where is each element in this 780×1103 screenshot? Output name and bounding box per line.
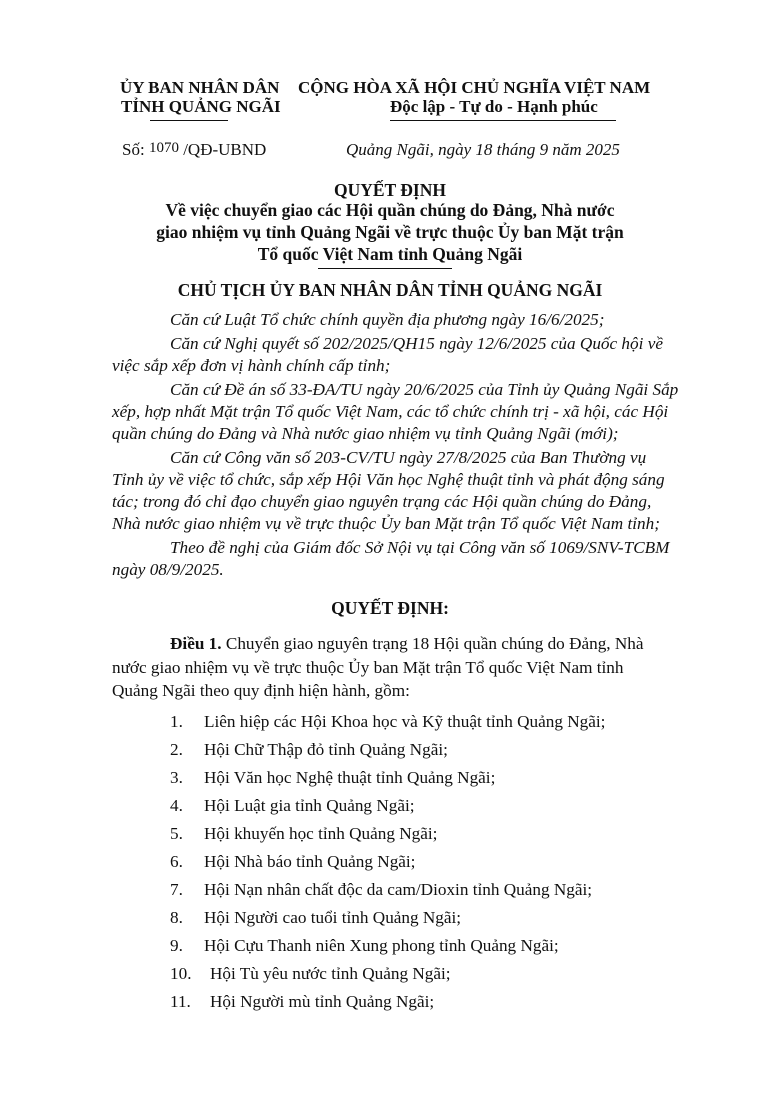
date-month: 9: [539, 140, 549, 159]
basis-2-line1: Căn cứ Nghị quyết số 202/2025/QH15 ngày 12/6/2025 của Quốc hội về: [170, 334, 663, 353]
basis-5-line1: Theo đề nghị của Giám đốc Sở Nội vụ tại Công văn số 1069/SNV-TCBM: [170, 538, 670, 557]
article-1-line1: Điều 1. Chuyển giao nguyên trạng 18 Hội quần chúng do Đảng, Nhà: [170, 634, 644, 653]
subject-line3: Tổ quốc Việt Nam tỉnh Quảng Ngãi: [257, 244, 523, 264]
motto-underline: [390, 120, 616, 121]
basis-4-line3: tác; trong đó chỉ đạo chuyển giao nguyên trạng các Hội quần chúng do Đảng,: [112, 492, 652, 511]
basis-4-line4: Nhà nước giao nhiệm vụ về trực thuộc Ủy ban Mặt trận Tổ quốc Việt Nam tỉnh;: [112, 514, 660, 533]
article-1-line2: nước giao nhiệm vụ về trực thuộc Ủy ban Mặt trận Tổ quốc Việt Nam tỉnh: [112, 658, 624, 677]
title-underline: [318, 268, 452, 269]
subject-line2: giao nhiệm vụ tỉnh Quảng Ngãi về trực thuộc Ủy ban Mặt trận: [156, 222, 624, 242]
basis-3-line3: quần chúng do Đảng và Nhà nước giao nhiệm vụ tỉnh Quảng Ngãi (mới);: [112, 424, 619, 443]
basis-1: Căn cứ Luật Tổ chức chính quyền địa phương ngày 16/6/2025;: [170, 310, 605, 329]
issuer-line1: ỦY BAN NHÂN DÂN: [120, 78, 280, 97]
subject-line1: Về việc chuyển giao các Hội quần chúng do Đảng, Nhà nước: [165, 200, 615, 220]
date-day: 18: [475, 140, 493, 159]
issuer-underline: [150, 120, 228, 121]
article-1-line3: Quảng Ngãi theo quy định hiện hành, gồm:: [112, 681, 410, 700]
basis-5-line2: ngày 08/9/2025.: [112, 560, 224, 579]
document-title: QUYẾT ĐỊNH: [334, 180, 446, 200]
authority-heading: CHỦ TỊCH ỦY BAN NHÂN DÂN TỈNH QUẢNG NGÃI: [177, 280, 603, 300]
document-number: Số: 1070 /QĐ-UBND: [122, 140, 267, 159]
national-title: CỘNG HÒA XÃ HỘI CHỦ NGHĨA VIỆT NAM: [298, 78, 651, 97]
number-value: 1070: [148, 140, 179, 156]
basis-3-line2: xếp, hợp nhất Mặt trận Tổ quốc Việt Nam, các tổ chức chính trị - xã hội, các Hội: [112, 402, 669, 421]
decision-heading: QUYẾT ĐỊNH:: [331, 598, 449, 618]
basis-4-line1: Căn cứ Công văn số 203-CV/TU ngày 27/8/2025 của Ban Thường vụ: [170, 448, 647, 467]
basis-2-line2: việc sắp xếp đơn vị hành chính cấp tỉnh;: [112, 356, 391, 375]
issuer-line2: TỈNH QUẢNG NGÃI: [121, 97, 281, 116]
article-1-label: Điều 1.: [170, 634, 222, 653]
basis-4-line2: Tỉnh ủy về việc tổ chức, sắp xếp Hội Văn học Nghệ thuật tỉnh và phát động sáng: [112, 470, 665, 489]
national-motto: Độc lập - Tự do - Hạnh phúc: [390, 97, 598, 116]
basis-3-line1: Căn cứ Đề án số 33-ĐA/TU ngày 20/6/2025 của Tỉnh ủy Quảng Ngãi Sắp: [170, 380, 679, 399]
document-date: Quảng Ngãi, ngày 18 tháng 9 năm 2025: [346, 140, 620, 159]
